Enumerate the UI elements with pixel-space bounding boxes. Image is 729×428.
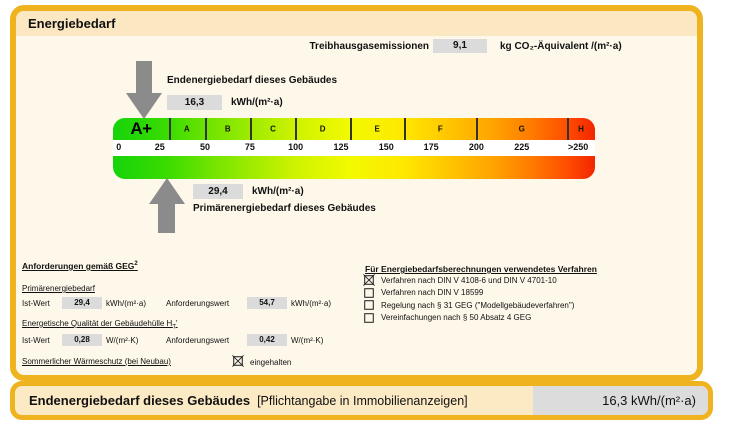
footer-value: 16,3 kWh/(m²·a) xyxy=(533,386,708,415)
method-label: Verfahren nach DIN V 18599 xyxy=(381,288,484,297)
scale-divider xyxy=(404,118,406,140)
method-label: Vereinfachungen nach § 50 Absatz 4 GEG xyxy=(381,313,532,322)
method-checkbox-din-18599[interactable] xyxy=(363,287,375,299)
primary-energy-arrow-up-icon xyxy=(158,204,175,233)
envelope-req-unit: W/(m²·K) xyxy=(291,336,324,345)
ist-wert-label: Ist-Wert xyxy=(22,336,50,345)
scale-tick: 50 xyxy=(200,142,211,152)
scale-class-a: A xyxy=(183,124,190,134)
scale-tick: 150 xyxy=(378,142,394,152)
end-energy-arrow-down-icon xyxy=(136,61,152,93)
anforderungswert-label: Anforderungswert xyxy=(166,336,230,345)
scale-class-b: B xyxy=(224,124,231,134)
primary-req-value: 54,7 xyxy=(247,297,287,309)
scale-tick: 100 xyxy=(288,142,304,152)
panel-title: Energiebedarf xyxy=(16,11,697,36)
ghg-emissions-label: Treibhausgasemissionen xyxy=(309,41,429,52)
energy-class-band xyxy=(113,118,595,140)
footer-bar xyxy=(10,381,713,420)
primary-energy-arrow-up-head-icon xyxy=(149,178,185,204)
summer-heat-protection-label: Sommerlicher Wärmeschutz (bei Neubau) xyxy=(22,357,171,366)
methods-heading: Für Energiebedarfsberechnungen verwendetes Verfahren xyxy=(365,264,597,274)
end-energy-unit: kWh/(m²·a) xyxy=(231,97,283,108)
primary-energy-value: 29,4 xyxy=(193,184,243,199)
scale-divider xyxy=(476,118,478,140)
scale-class-a-plus: A+ xyxy=(130,119,152,138)
primary-energy-unit: kWh/(m²·a) xyxy=(252,186,304,197)
end-energy-label: Endenergiebedarf dieses Gebäudes xyxy=(167,75,338,86)
ghg-emissions-unit: kg CO₂-Äquivalent /(m²·a) xyxy=(500,41,622,52)
scale-class-d: D xyxy=(319,124,326,134)
scale-tick: 25 xyxy=(154,142,165,152)
scale-tick: 225 xyxy=(514,142,530,152)
method-checkbox-din-4108[interactable] xyxy=(363,274,375,286)
requirements-heading-text: Anforderungen gemäß GEG xyxy=(22,261,135,271)
scale-tick: >250 xyxy=(567,142,589,152)
envelope-ist-unit: W/(m²·K) xyxy=(106,336,139,345)
method-label: Regelung nach § 31 GEG ("Modellgebäudeverfahren") xyxy=(381,300,575,310)
scale-divider xyxy=(205,118,207,140)
method-checkbox-geg-31[interactable] xyxy=(363,299,375,311)
envelope-req-value: 0,42 xyxy=(247,334,287,346)
method-checkbox-geg-50[interactable] xyxy=(363,312,375,324)
scale-tick: 125 xyxy=(333,142,349,152)
method-row xyxy=(363,299,574,311)
method-row xyxy=(363,274,557,286)
scale-divider xyxy=(350,118,352,140)
ghg-emissions-value: 9,1 xyxy=(433,39,487,53)
method-row xyxy=(363,287,483,299)
envelope-label-subscript: T xyxy=(172,324,176,331)
scale-class-h: H xyxy=(578,124,584,134)
ist-wert-label: Ist-Wert xyxy=(22,299,50,308)
scale-class-e: E xyxy=(374,124,380,134)
energy-gradient-band xyxy=(113,156,595,179)
energy-demand-panel xyxy=(10,5,703,381)
scale-divider xyxy=(567,118,569,140)
envelope-label-prime: ' xyxy=(176,319,178,328)
primary-energy-label: Primärenergiebedarf dieses Gebäudes xyxy=(193,203,376,214)
scale-tick: 175 xyxy=(423,142,439,152)
scale-divider xyxy=(295,118,297,140)
method-label: Verfahren nach DIN V 4108-6 und DIN V 4701-10 xyxy=(381,275,557,285)
footer-note: [Pflichtangabe in Immobilienanzeigen] xyxy=(257,393,468,408)
scale-tick: 200 xyxy=(468,142,484,152)
scale-divider xyxy=(169,118,171,140)
scale-tick-strip xyxy=(113,140,595,156)
envelope-quality-subheading xyxy=(22,319,178,331)
scale-tick: 75 xyxy=(244,142,255,152)
scale-class-c: C xyxy=(270,124,276,134)
primary-ist-value: 29,4 xyxy=(62,297,102,309)
scale-class-g: G xyxy=(518,124,525,134)
scale-tick: 0 xyxy=(116,142,122,152)
requirements-heading xyxy=(22,261,138,271)
envelope-ist-value: 0,28 xyxy=(62,334,102,346)
end-energy-arrow-down-head-icon xyxy=(126,93,162,119)
envelope-label-text: Energetische Qualität der Gebäudehülle H xyxy=(22,319,173,328)
method-row xyxy=(363,312,531,324)
scale-divider xyxy=(250,118,252,140)
anforderungswert-label: Anforderungswert xyxy=(166,299,230,308)
primary-req-unit: kWh/(m²·a) xyxy=(291,299,331,308)
end-energy-value: 16,3 xyxy=(167,95,222,110)
primary-ist-unit: kWh/(m²·a) xyxy=(106,299,146,308)
requirements-heading-footnote: 2 xyxy=(134,261,138,268)
primary-energy-subheading: Primärenergiebedarf xyxy=(22,284,95,293)
summer-heat-status: eingehalten xyxy=(250,358,292,367)
scale-class-f: F xyxy=(437,124,443,134)
footer-title: Endenergiebedarf dieses Gebäudes xyxy=(29,393,251,408)
summer-heat-checkbox[interactable] xyxy=(232,355,244,367)
